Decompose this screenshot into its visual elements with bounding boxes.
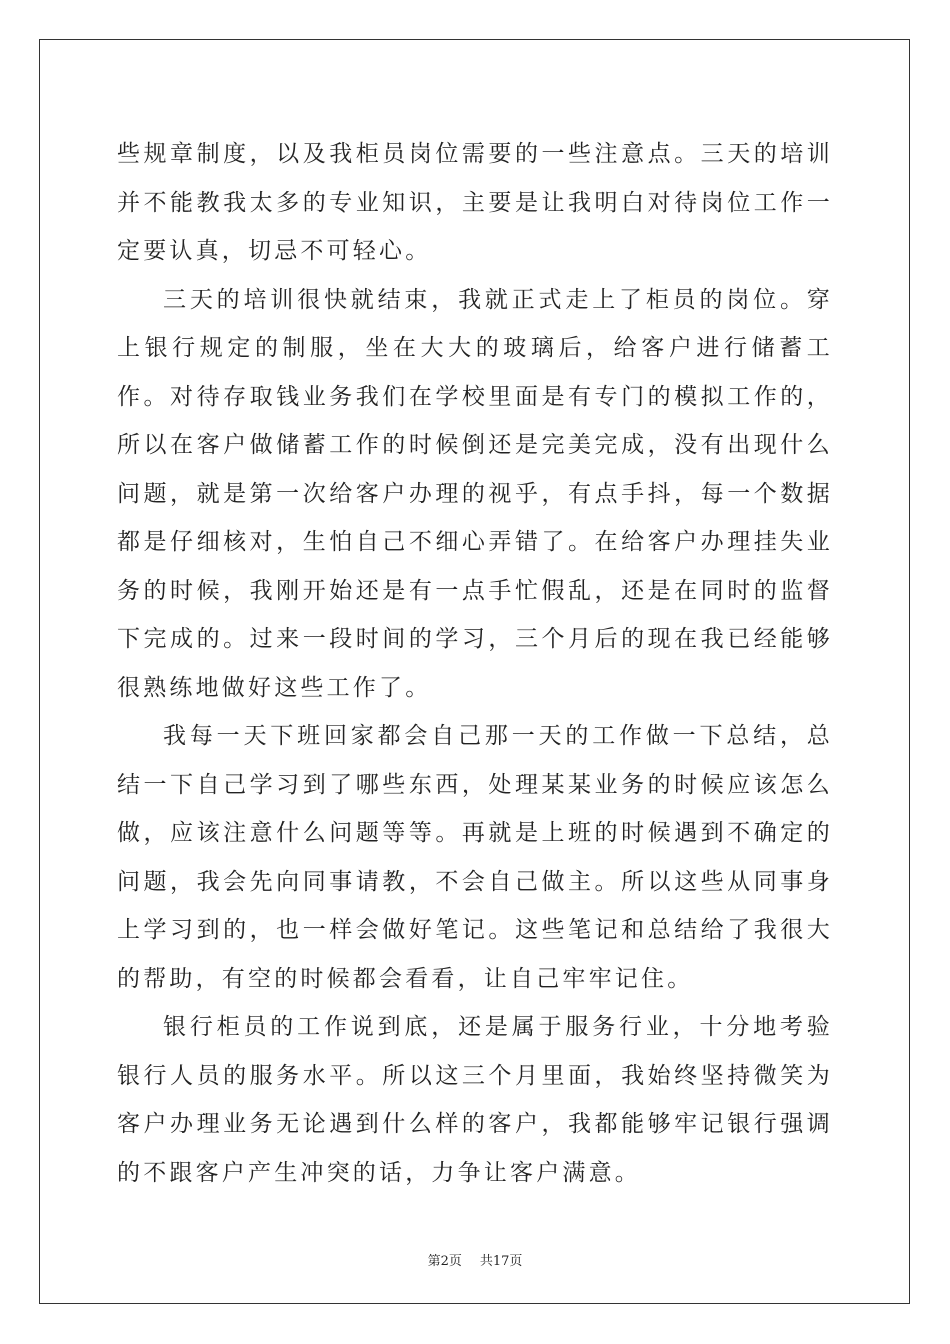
document-body: [117, 130, 833, 1197]
paragraph-4: 银行柜员的工作说到底，还是属于服务行业，十分地考验银行人员的服务水平。所以这三个月里面，我始终坚持微笑为客户办理业务无论遇到什么样的客户，我都能够牢记银行强调的不跟客户产生冲突的话，力争让客户满意。: [117, 1014, 833, 1186]
paragraph-1: 些规章制度，以及我柜员岗位需要的一些注意点。三天的培训并不能教我太多的专业知识，主要是让我明白对待岗位工作一定要认真，切忌不可轻心。: [117, 141, 833, 264]
page-footer: [0, 1250, 950, 1269]
total-pages: 共17页: [479, 1254, 523, 1269]
current-page-number: 第2页: [427, 1254, 462, 1269]
paragraph-2: 三天的培训很快就结束，我就正式走上了柜员的岗位。穿上银行规定的制服，坐在大大的玻璃后，给客户进行储蓄工作。对待存取钱业务我们在学校里面是有专门的模拟工作的，所以在客户做储蓄工作的时候倒还是完美完成，没有出现什么问题，就是第一次给客户办理的视乎，有点手抖，每一个数据都是仔细核对，生怕自己不细心弄错了。在给客户办理挂失业务的时候，我刚开始还是有一点手忙假乱，还是在同时的监督下完成的。过来一段时间的学习，三个月后的现在我已经能够很熟练地做好这些工作了。: [117, 286, 833, 701]
paragraph-3: 我每一天下班回家都会自己那一天的工作做一下总结，总结一下自己学习到了哪些东西，处理某某业务的时候应该怎么做，应该注意什么问题等等。再就是上班的时候遇到不确定的问题，我会先向同事请教，不会自己做主。所以这些从同事身上学习到的，也一样会做好笔记。这些笔记和总结给了我很大的帮助，有空的时候都会看看，让自己牢牢记住。: [117, 723, 833, 992]
